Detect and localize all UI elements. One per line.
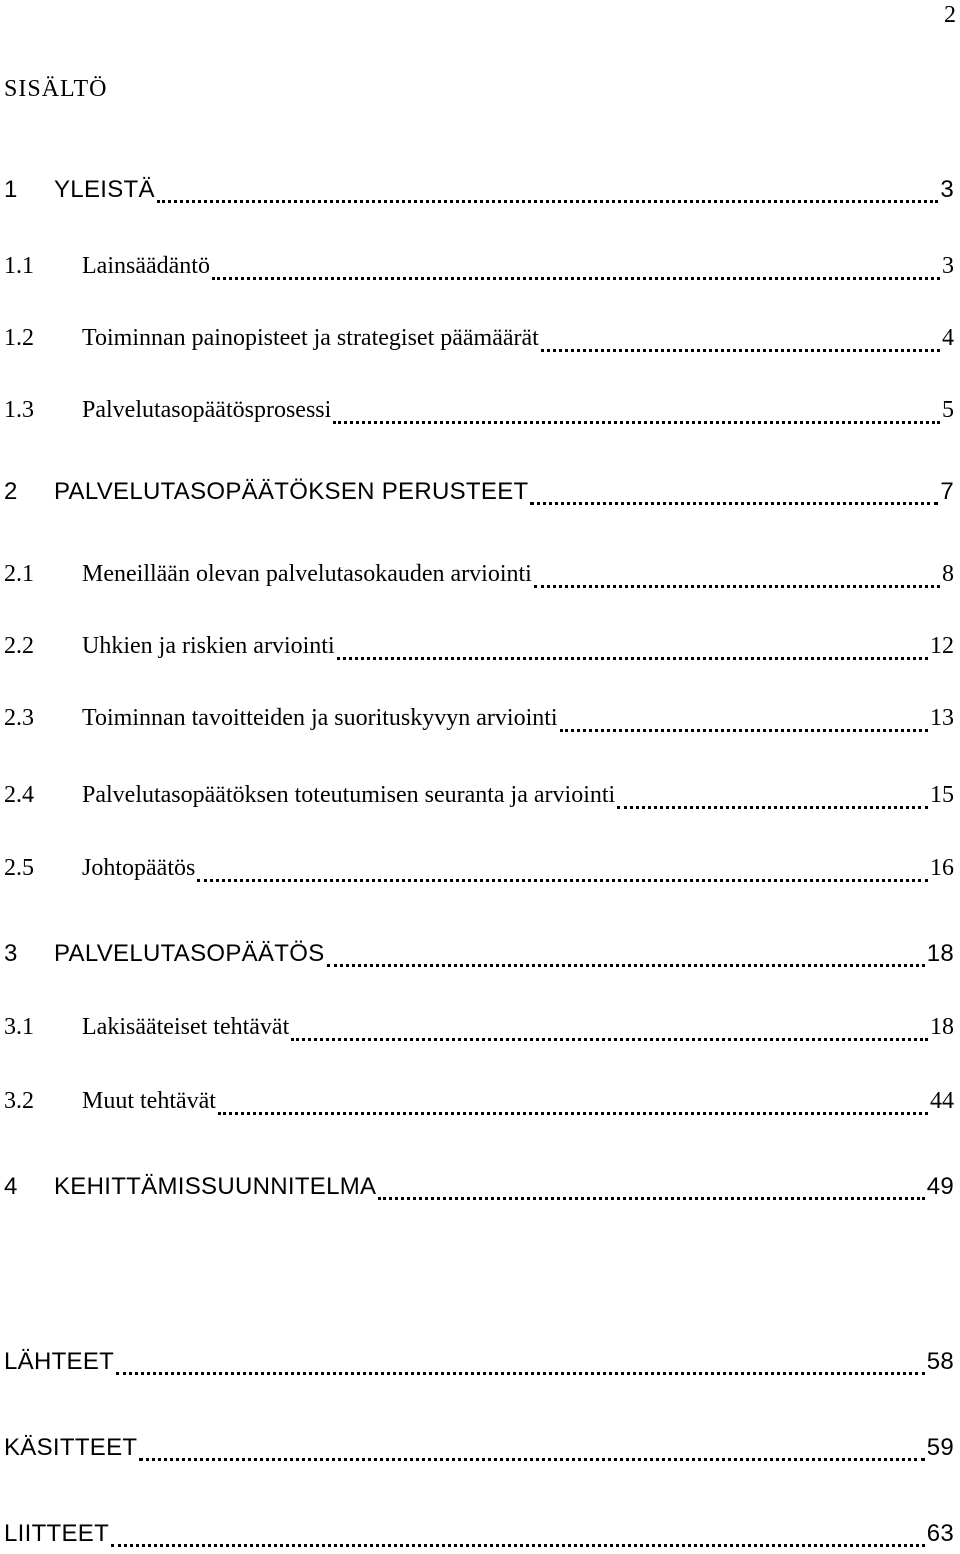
toc-entry-page: 18 xyxy=(930,1014,954,1040)
dot-leader xyxy=(560,705,928,739)
toc-entry-1-3[interactable] xyxy=(4,397,954,431)
dot-leader xyxy=(116,1348,925,1382)
dot-leader xyxy=(617,782,928,816)
dot-leader xyxy=(327,940,925,974)
toc-entry-number: 1 xyxy=(4,176,18,203)
toc-entry-page: 3 xyxy=(942,253,954,279)
toc-entry-page: 44 xyxy=(930,1088,954,1114)
toc-entry-3-1[interactable] xyxy=(4,1014,954,1048)
toc-entry-number: 2.2 xyxy=(4,633,34,659)
dot-leader xyxy=(139,1434,924,1468)
toc-entry-page: 3 xyxy=(940,176,954,203)
toc-entry-1-1[interactable] xyxy=(4,253,954,287)
toc-entry-number: 3.2 xyxy=(4,1088,34,1114)
dot-leader xyxy=(530,478,938,512)
toc-entry-number: 3.1 xyxy=(4,1014,34,1040)
dot-leader xyxy=(378,1173,924,1207)
toc-entry-liitteet[interactable] xyxy=(4,1520,954,1554)
toc-entry-label: Johtopäätös xyxy=(82,855,196,881)
dot-leader xyxy=(197,855,928,889)
toc-entry-page: 49 xyxy=(926,1173,954,1200)
toc-entry-label: Meneillään olevan palvelutasokauden arviointi xyxy=(82,561,532,587)
toc-entry-number: 2.4 xyxy=(4,782,34,808)
toc-entry-label: Lakisääteiset tehtävät xyxy=(82,1014,290,1040)
dot-leader xyxy=(534,561,940,595)
toc-entry-label: Muut tehtävät xyxy=(82,1088,216,1114)
toc-entry-page: 7 xyxy=(940,478,954,505)
toc-entry-page: 16 xyxy=(930,855,954,881)
toc-entry-label: Lainsäädäntö xyxy=(82,253,210,279)
toc-entry-chapter-3[interactable] xyxy=(4,940,954,974)
toc-entry-page: 12 xyxy=(930,633,954,659)
toc-entry-page: 58 xyxy=(926,1348,954,1375)
toc-entry-number: 3 xyxy=(4,940,18,967)
dot-leader xyxy=(333,397,940,431)
toc-entry-page: 5 xyxy=(942,397,954,423)
page-number: 2 xyxy=(944,2,956,28)
toc-entry-page: 15 xyxy=(930,782,954,808)
toc-entry-page: 13 xyxy=(930,705,954,731)
toc-entry-label: Uhkien ja riskien arviointi xyxy=(82,633,335,659)
toc-entry-label: KEHITTÄMISSUUNNITELMA xyxy=(54,1173,377,1200)
toc-entry-number: 4 xyxy=(4,1173,18,1200)
toc-entry-label: YLEISTÄ xyxy=(54,176,155,203)
toc-entry-number: 2.1 xyxy=(4,561,34,587)
toc-entry-2-4[interactable] xyxy=(4,782,954,816)
toc-entry-1-2[interactable] xyxy=(4,325,954,359)
toc-entry-label: PALVELUTASOPÄÄTÖKSEN PERUSTEET xyxy=(54,478,529,505)
toc-entry-page: 18 xyxy=(926,940,954,967)
toc-entry-label: PALVELUTASOPÄÄTÖS xyxy=(54,940,325,967)
toc-entry-number: 2.5 xyxy=(4,855,34,881)
toc-entry-label: LÄHTEET xyxy=(4,1348,115,1375)
dot-leader xyxy=(218,1088,928,1122)
toc-entry-lahteet[interactable] xyxy=(4,1348,954,1382)
toc-entry-chapter-4[interactable] xyxy=(4,1173,954,1207)
toc-entry-page: 59 xyxy=(926,1434,954,1461)
toc-entry-chapter-2[interactable] xyxy=(4,478,954,512)
toc-entry-number: 1.3 xyxy=(4,397,34,423)
dot-leader xyxy=(111,1520,925,1554)
toc-entry-3-2[interactable] xyxy=(4,1088,954,1122)
toc-entry-label: KÄSITTEET xyxy=(4,1434,138,1461)
toc-entry-label: LIITTEET xyxy=(4,1520,110,1547)
dot-leader xyxy=(291,1014,928,1048)
toc-entry-number: 1.1 xyxy=(4,253,34,279)
dot-leader xyxy=(212,253,940,287)
dot-leader xyxy=(157,176,939,210)
toc-entry-label: Toiminnan tavoitteiden ja suorituskyvyn arviointi xyxy=(82,705,558,731)
toc-entry-2-2[interactable] xyxy=(4,633,954,667)
toc-entry-page: 8 xyxy=(942,561,954,587)
toc-entry-label: Palvelutasopäätösprosessi xyxy=(82,397,332,423)
toc-entry-number: 2 xyxy=(4,478,18,505)
toc-entry-page: 4 xyxy=(942,325,954,351)
toc-entry-label: Toiminnan painopisteet ja strategiset päämäärät xyxy=(82,325,539,351)
toc-entry-number: 1.2 xyxy=(4,325,34,351)
toc-entry-2-1[interactable] xyxy=(4,561,954,595)
toc-entry-2-3[interactable] xyxy=(4,705,954,739)
dot-leader xyxy=(541,325,940,359)
toc-entry-kasitteet[interactable] xyxy=(4,1434,954,1468)
toc-entry-number: 2.3 xyxy=(4,705,34,731)
toc-entry-chapter-1[interactable] xyxy=(4,176,954,210)
toc-entry-2-5[interactable] xyxy=(4,855,954,889)
toc-entry-page: 63 xyxy=(926,1520,954,1547)
toc-entry-label: Palvelutasopäätöksen toteutumisen seuranta ja arviointi xyxy=(82,782,616,808)
toc-title: SISÄLTÖ xyxy=(4,76,108,102)
dot-leader xyxy=(337,633,928,667)
